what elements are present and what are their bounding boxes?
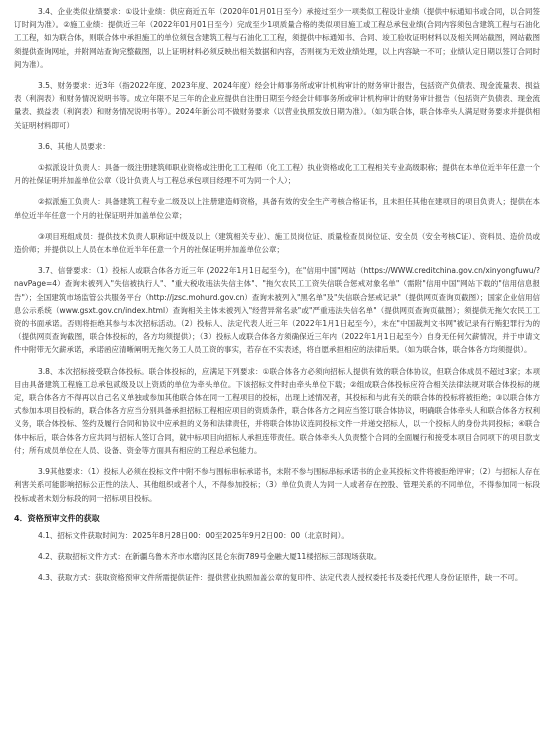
clause-3-4-similar-performance: 3.4、企业类似业绩要求：①设计业绩：供应商近五年（2020年01月01日至今）承接过至少一项类似工程设计业绩（提供中标通知书或合同，以合同签订时间为准）。②施工业绩：提供近三年（2022年01月01日至今）完成至少1项质量合格的类似项目施工或工程总承包业绩(合同内容须包含建筑工程与石油化工工程，如为联合体，则联合体中承担施工的单位须包含建筑工程与石油化工工程，须提供中标通知书、合同、竣工验收证明材料以及相关网站截图，网站截图须提供查询网址，并附网站查询完整截图，以上证明材料必须反映出相关数据和内容，否则视为无效业绩处理，以上内容缺一不可；业绩认定日期以签订合同时间为准）。 [14, 7, 540, 69]
clause-4-2-method: 4.2、获取招标文件方式：在新疆乌鲁木齐市水磨沟区昆仑东街789号金融大厦11楼招标三部现场获取。 [38, 551, 382, 561]
clause-3-9-other: 3.9其他要求：（1）投标人必须在投标文件中附不参与围标串标承诺书，未附不参与围标串标承诺书的企业其投标文件将被拒绝评审；（2）与招标人存在利害关系可能影响招标公正性的法人、其他组织或者个人，不得参加投标；（3）单位负责人为同一人或者存在控股、管理关系的不同单位，不得参加同一标段投标或者未划分标段的同一招标项目投标。 [14, 467, 540, 503]
clause-3-5-financial: 3.5、财务要求：近3年（指2022年度、2023年度、2024年度）经会计师事务所或审计机构审计的财务审计报告，包括资产负债表、现金流量表、损益表（利润表）和财务情况说明书等。成立年限不足三年的企业应提供自注册日期至今经会计师事务所或审计机构审计的财务审计报告（包括资产负债表、现金流量表、损益表（利润表）和财务情况说明书等）。2024年新公司不做财务要求（以营业执照发放日期为准）。（如为联合体，联合体牵头人满足财务要求并提供相关证明材料即可） [14, 81, 540, 130]
clause-3-7-credit: 3.7、信誉要求：（1）投标人或联合体各方近三年 (2022年1月1日起至今)，在"信用中国"网站（https://WWW.creditchina.gov.cn/xinyongfuwu/?navPage=4）查询未被列入"失信被执行人"、"重大税收违法失信主体"、"拖欠农民工工资失信联合惩戒对象名单"（需附"信用中国"网站下载的"信用信息报告"）；全国建筑市场监管公共服务平台（http://jzsc.mohurd.gov.cn）查询未被列入"黑名单"及"失信联合惩戒记录"（提供网页查询页截图）；国家企业信用信息公示系统（www.gsxt.gov.cn/index.html）查询相关主体未被列入"经营异常名录"或"严重违法失信名单"（提供网页查询页截图）；须提供无拖欠农民工工资的书面承诺。否则将拒绝其参与本次招标活动。（2）投标人、法定代表人近三年（2022年1月1日起至今），未在"中国裁判文书网"被记录有行贿犯罪行为的（提供网页查询截图，联合体投标的，各方均须提供）；（3）投标人或联合体各方须确保近三年内（2022年1月1日起至今）自身无任何欠薪情况，并于申请文件中附带无欠薪承诺，承诺函应清晰阐明无拖欠务工人员工资的事实，若存在不实表述，将自愿承担相应的法律后果。（如为联合体，联合体各方均须提供）。 [14, 266, 540, 355]
clause-4-3-documents: 4.3、获取方式：获取资格预审文件所需提供证件：提供营业执照加盖公章的复印件、法定代表人授权委托书及委托代理人身份证原件，缺一不可。 [38, 573, 523, 583]
section-4-heading: 4．资格预审文件的获取 [14, 513, 100, 523]
clause-3-6-team-members: ③项目班组成员：提供技术负责人职称证中级及以上（建筑相关专业）、施工员岗位证、质量检查员岗位证、安全员（安全考核C证）、资料员、造价员或造价师；并提供以上人员在本单位近半年任意一个月的社保证明并加盖单位公章； [14, 231, 540, 255]
clause-3-8-consortium: 3.8、本次招标接受联合体投标。联合体投标的，应满足下列要求：①联合体各方必须向招标人提供有效的联合体协议，但联合体成员不超过3家；本项目由具备建筑工程施工总承包贰级及以上资质的单位为牵头单位。下该招标文件时由牵头单位下载；②组成联合体投标应符合相关法律法规对联合体投标的规定，联合体各方不得再以自己名义单独或参加其他联合体在同一工程项目的投标，出现上述情况者，其投标和与此有关的联合体的投标将被拒绝；③以联合体方式参加本项目投标的，联合体各方应当分别具备承担招标工程相应项目的资质条件，联合体各方之间应当签订联合体协议，明确联合体牵头人和联合体各方权利义务，联合体投标、签约及履行合同和协议中应承担的义务和法律责任，并将联合体协议连同投标文件一并递交招标人，以一个投标人的身份共同投标；④联合体中标后，联合体各方应共同与招标人签订合同，就中标项目向招标人承担连带责任。联合体牵头人负责整个合同的全面履行和接受本项目合同项下的项目款支付；所有成员单位在人员、设备、资金等方面具有相应的工程总承包能力。 [14, 366, 540, 455]
clause-4-1-time: 4.1、招标文件获取时间为：2025年8月28日00：00至2025年9月2日00：00（北京时间）。 [38, 530, 349, 540]
clause-3-6-design-lead: ①拟派设计负责人：具备一级注册建筑师职业资格或注册化工工程师（化工工程）执业资格或化工工程相关专业高级职称；提供在本单位近半年任意一个月的社保证明并加盖单位公章（设计负责人与工程总承包项目经理不可为同一个人）； [14, 163, 540, 186]
clause-3-6-construction-lead: ②拟派施工负责人：具备建筑工程专业二级及以上注册建造师资格，具备有效的安全生产考核合格证书，且未担任其他在建项目的项目负责人；提供在本单位近半年任意一个月的社保证明并加盖单位公章； [14, 197, 540, 220]
clause-3-6-personnel: 3.6、其他人员要求： [38, 141, 110, 151]
